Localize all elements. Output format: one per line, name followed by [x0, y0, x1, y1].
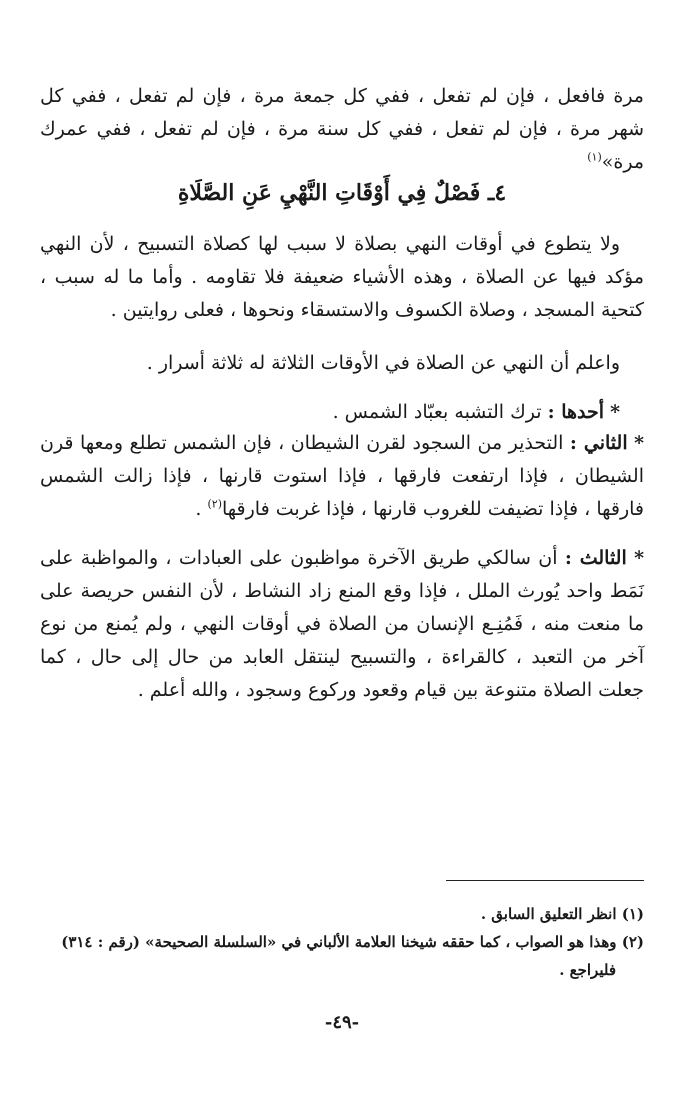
page-number: -٤٩-: [324, 1012, 360, 1033]
secret-second-end: .: [195, 498, 208, 520]
footnote-ref-1: (١): [587, 150, 602, 164]
secret-first-lead: أحدها :: [547, 401, 605, 423]
paragraph-three-secrets-text: واعلم أن النهي عن الصلاة في الأوقات الثلاثة له ثلاثة أسرار .: [146, 352, 620, 374]
footnote-ref-2: (٢): [207, 497, 222, 511]
secret-third-text: أن سالكي طريق الآخرة مواظبون على العبادات ، والمواظبة على نَمَط واحد يُورث الملل ، فإذا وقع المنع زاد النشاط ، لأن النفس حريصة على ما منعت منه ، فَمُنِـع الإنسان من الصلاة في أوقات النهي ، ولم يُمنع من نوع آخر من التعبد ، كالقراءة ، والتسبيح لينتقل العابد من حال إلى حال ، كما جعلت الصلاة متنوعة بين قيام وقعود وركوع وسجود ، والله أعلم .: [40, 547, 644, 701]
secret-first: [40, 396, 644, 429]
paragraph-ruling: [40, 228, 644, 327]
intro-text: مرة فافعل ، فإن لم تفعل ، ففي كل جمعة مرة ، فإن لم تفعل ، ففي كل شهر مرة ، فإن لم تفعل ، ففي كل سنة مرة ، فإن لم تفعل ، ففي عمرك مرة»: [40, 85, 644, 173]
intro-paragraph: [40, 80, 644, 179]
secret-second: [40, 427, 644, 526]
bullet-first: *: [610, 401, 620, 423]
secret-third-lead: الثالث :: [564, 547, 627, 569]
secret-second-lead: الثاني :: [569, 432, 628, 454]
paragraph-ruling-text: ولا يتطوع في أوقات النهي بصلاة لا سبب لها كصلاة التسبيح ، لأن النهي مؤكد فيها عن الصلاة ، وهذه الأشياء ضعيفة فلا تقاومه . وأما ما له سبب ، كتحية المسجد ، وصلاة الكسوف والاستسقاء ونحوها ، فعلى روايتين .: [40, 233, 644, 321]
section-heading: ٤ـ فَصْلٌ فِي أَوْقَاتِ النَّهْيِ عَنِ الصَّلَاةِ: [177, 180, 507, 206]
footnote-2: (٢) وهذا هو الصواب ، كما حققه شيخنا العلامة الألباني في «السلسلة الصحيحة» (رقم : ٣١٤): [61, 933, 644, 951]
paragraph-three-secrets: [40, 347, 644, 380]
bullet-second: *: [634, 432, 644, 454]
footnote-divider: [446, 880, 644, 881]
secret-first-text: ترك التشبه بعبّاد الشمس .: [332, 401, 542, 423]
secret-third: [40, 542, 644, 707]
footnote-2-continuation: فليراجع .: [559, 961, 616, 979]
footnote-1: (١) انظر التعليق السابق .: [480, 905, 644, 923]
footnotes: [40, 900, 644, 984]
bullet-third: *: [634, 547, 645, 569]
secret-second-text: التحذير من السجود لقرن الشيطان ، فإن الشمس تطلع ومعها قرن الشيطان ، فإذا ارتفعت فارقها ، فإذا استوت قارنها ، فإذا زالت الشمس فارقها ، فإذا تضيفت للغروب قارنها ، فإذا غربت فارقها: [40, 432, 644, 520]
